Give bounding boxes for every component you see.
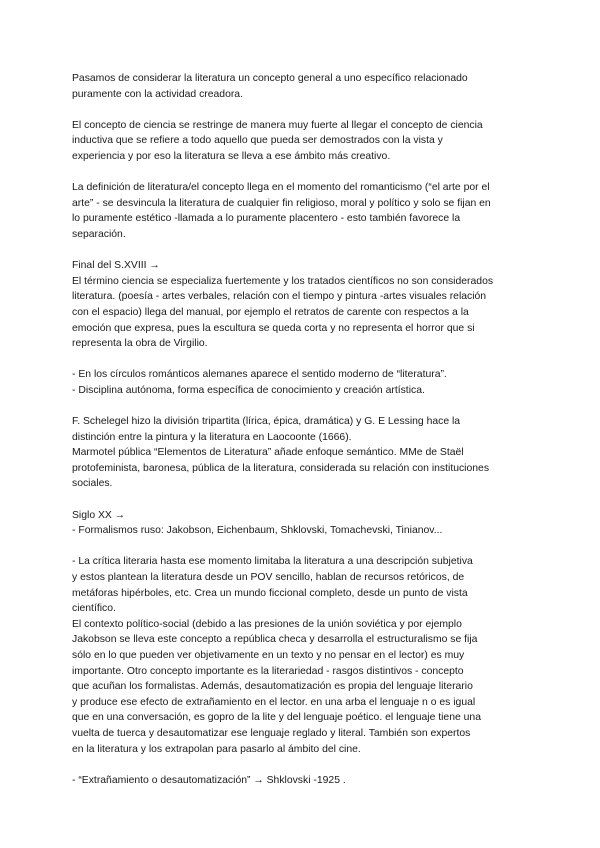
paragraph-critica-literaria bbox=[72, 554, 532, 757]
text-line: y estos plantean la literatura desde un POV sencillo, hablan de recursos retóricos, de bbox=[72, 572, 465, 583]
section-heading: Siglo XX → bbox=[72, 509, 126, 521]
paragraph-romanticismo bbox=[72, 180, 532, 242]
text-line: científico. bbox=[72, 603, 116, 615]
text-line: emoción que expresa, pues la escultura se queda corta y no representa el horror que si bbox=[72, 322, 475, 334]
text-line: separación. bbox=[72, 228, 126, 240]
paragraph-siglo-xx bbox=[72, 508, 532, 539]
text-line: vuelta de tuerca y desautomatizar ese lenguaje reglado y literal. También son expertos bbox=[72, 727, 471, 739]
text-line: - La crítica literaria hasta ese momento limitaba la literatura a una descripción subjetiva bbox=[72, 556, 473, 568]
text-line: La definición de literatura/el concepto llega en el momento del romanticismo (“el arte por el bbox=[72, 182, 490, 194]
document-body bbox=[72, 71, 532, 804]
paragraph-extranamiento bbox=[72, 773, 532, 789]
text-line: en la literatura y los extrapolan para pasarlo al ámbito del cine. bbox=[72, 743, 361, 755]
paragraph-intro bbox=[72, 71, 532, 102]
text-line: protofeminista, baronesa, pública de la literatura, considerada su relación con instituciones bbox=[72, 462, 490, 474]
paragraph-schelegel bbox=[72, 414, 532, 492]
text-line: arte” - se desvincula la literatura de cualquier fin religioso, moral y político y solo se fijan en bbox=[72, 197, 491, 209]
text-line: y produce ese efecto de extrañamiento en el lector. en una arba el lenguaje n o es igual bbox=[72, 696, 476, 708]
text-line: sólo en lo que pueden ver objetivamente en un texto y no pensar en el lector) es muy bbox=[72, 649, 465, 661]
text-line: representa la obra de Virgilio. bbox=[72, 338, 208, 350]
paragraph-circulos-romanticos bbox=[72, 367, 532, 398]
list-item: - Formalismos ruso: Jakobson, Eichenbaum, Shklovski, Tomachevski, Tinianov... bbox=[72, 525, 443, 537]
text-line: F. Schelegel hizo la división tripartita (lírica, épica, dramática) y G. E Lessing hace la bbox=[72, 416, 461, 428]
paragraph-siglo-xviii bbox=[72, 258, 532, 352]
text-line: El concepto de ciencia se restringe de manera muy fuerte al llegar el concepto de ciencia bbox=[72, 119, 483, 131]
list-item: - Disciplina autónoma, forma específica de conocimiento y creación artística. bbox=[72, 384, 425, 396]
text-line: puramente con la actividad creadora. bbox=[72, 88, 243, 100]
text-line: literatura. (poesía - artes verbales, relación con el tiempo y pintura -artes visuales relación bbox=[72, 291, 487, 303]
text-line: El contexto político-social (debido a las presiones de la unión soviética y por ejemplo bbox=[72, 618, 462, 630]
text-line: sociales. bbox=[72, 478, 113, 490]
text-line: Pasamos de considerar la literatura un concepto general a uno específico relacionado bbox=[72, 73, 468, 84]
text-line: con el espacio) llega del manual, por ejemplo el retratos de carente con respectos a la bbox=[72, 306, 469, 318]
text-line: lo puramente estético -llamada a lo puramente placentero - esto también favorece la bbox=[72, 213, 461, 225]
text-line: que acuñan los formalistas. Además, desautomatización es propia del lenguaje literario bbox=[72, 681, 473, 693]
text-line: El término ciencia se especializa fuertemente y los tratados científicos no son considerados bbox=[72, 275, 494, 287]
section-heading: Final del S.XVIII → bbox=[72, 260, 160, 272]
text-line: distinción entre la pintura y la literatura en Laocoonte (1666). bbox=[72, 431, 352, 443]
paragraph-ciencia bbox=[72, 118, 532, 165]
list-item: - En los círculos románticos alemanes aparece el sentido moderno de “literatura”. bbox=[72, 369, 447, 381]
text-line: Marmotel pública “Elementos de Literatura” añade enfoque semántico. MMe de Staël bbox=[72, 447, 464, 459]
text-line: metáforas hipérboles, etc. Crea un mundo ficcional completo, desde un punto de vista bbox=[72, 587, 468, 599]
text-line: inductiva que se refiere a todo aquello que pueda ser demostrados con la vista y bbox=[72, 135, 443, 147]
text-line: Jakobson se lleva este concepto a república checa y desarrolla el estructuralismo se fija bbox=[72, 634, 478, 646]
text-line: que en una conversación, es gopro de la lite y del lenguaje poético. el lenguaje tiene una bbox=[72, 712, 481, 724]
list-item: - “Extrañamiento o desautomatización” → Shklovski -1925 . bbox=[72, 774, 346, 786]
text-line: importante. Otro concepto importante es la literariedad - rasgos distintivos - concepto bbox=[72, 665, 464, 677]
text-line: experiencia y por eso la literatura se lleva a ese ámbito más creativo. bbox=[72, 150, 391, 162]
